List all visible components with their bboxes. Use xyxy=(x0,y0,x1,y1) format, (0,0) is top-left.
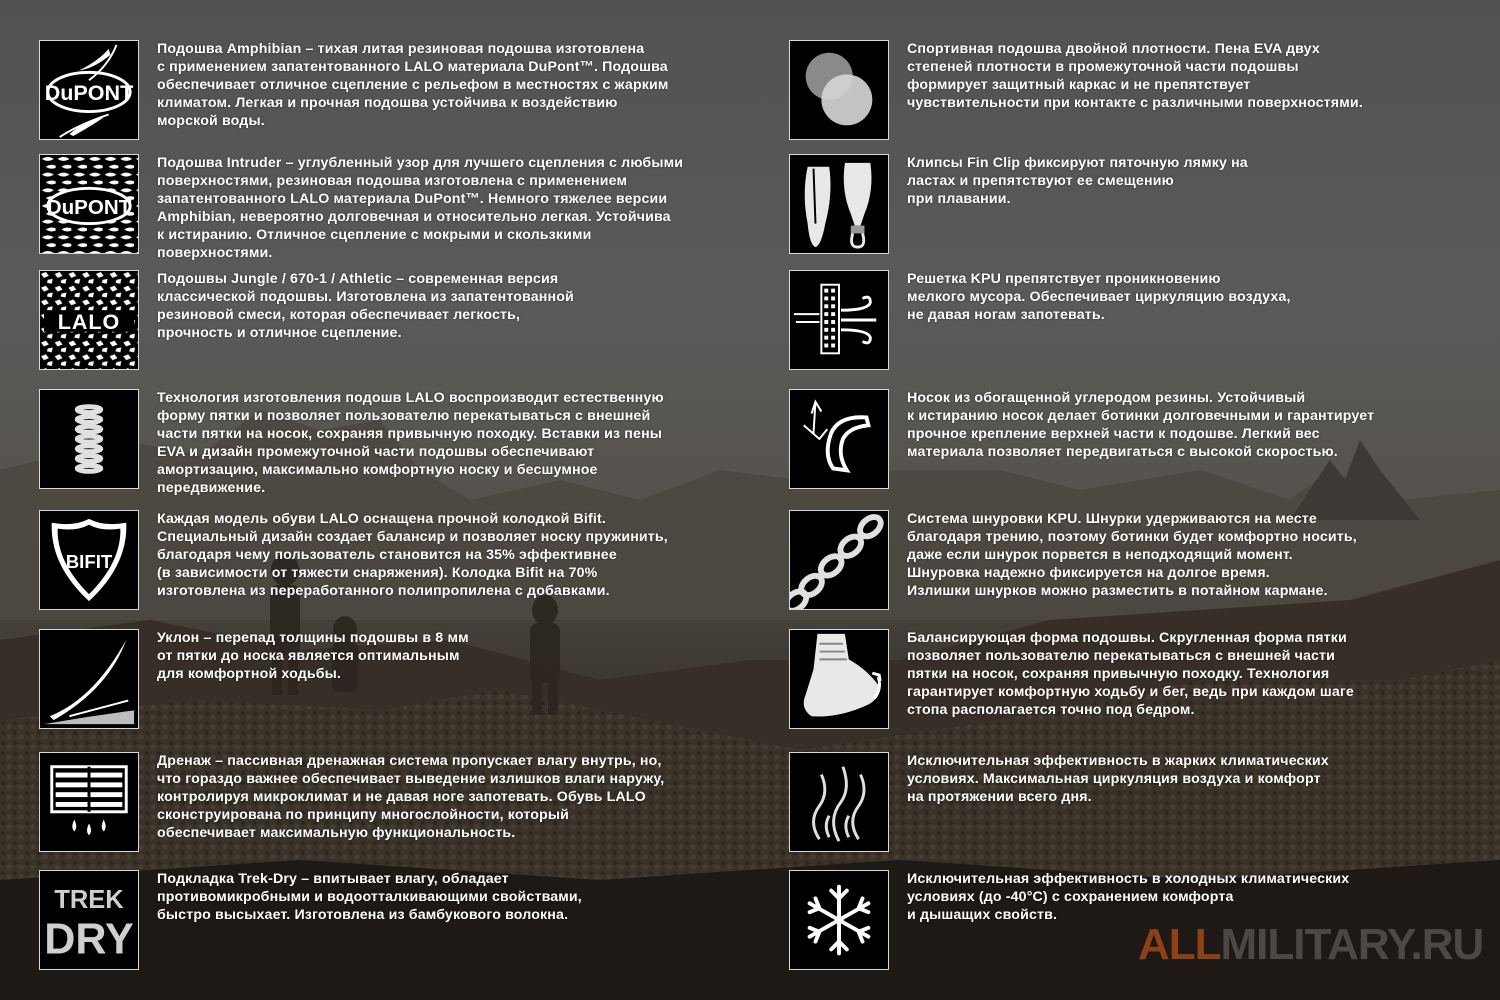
feature-bifit-last xyxy=(39,510,759,620)
dual-density-circles-icon xyxy=(789,40,889,140)
svg-text:DuPONT: DuPONT xyxy=(44,79,134,105)
bifit-shield-icon xyxy=(39,510,139,610)
feature-text: Подошва Amphibian – тихая литая резиновая подошва изготовлена с применением запатентованного LALO материала DuPont™. Подошва обеспечивает отличное сцепление с рельефом в местностях с жарким климатом. Легкая и прочная подошва устойчива к воздействию морской воды. xyxy=(157,41,669,129)
feature-dual-density xyxy=(789,40,1500,150)
feature-text: Исключительная эффективность в холодных климатических условиях (до -40°С) с сохранением комфорта и дышащих свойств. xyxy=(907,871,1350,923)
feature-intruder-sole xyxy=(39,154,759,264)
feature-text: Клипсы Fin Clip фиксируют пяточную лямку на ластах и препятствуют ее смещению при плавании. xyxy=(907,155,1248,207)
lalo-pattern-logo-icon xyxy=(39,270,139,370)
feature-text: Подошвы Jungle / 670-1 / Athletic – современная версия классической подошвы. Изготовлена из запатентованной резиновой смеси, которая обеспечивает легкость, прочность и отличное сцепление. xyxy=(157,271,574,341)
feature-text: Носок из обогащенной углеродом резины. Устойчивый к истиранию носок делает ботинки долговечными и гарантирует прочное крепление верхней части к подошве. Легкий вес материала позволяет передвигаться с высокой скоростью. xyxy=(907,390,1375,460)
fin-clip-icon xyxy=(789,154,889,254)
kpu-mesh-airflow-icon xyxy=(789,270,889,370)
feature-kpu-mesh xyxy=(789,270,1500,380)
feature-heel-technology xyxy=(39,389,759,499)
feature-jungle-sole xyxy=(39,270,759,380)
feature-text: Решетка KPU препятствует проникновению мелкого мусора. Обеспечивает циркуляцию воздуха, не давая ногам запотевать. xyxy=(907,271,1291,323)
spring-icon xyxy=(39,389,139,489)
rolling-boot-icon xyxy=(789,629,889,729)
svg-text:DuPONT: DuPONT xyxy=(46,195,132,219)
dupont-feather-logo-icon xyxy=(39,40,139,140)
feature-drainage xyxy=(39,752,759,862)
feature-text: Система шнуровки KPU. Шнурки удерживаются на месте благодаря трению, поэтому ботинки будет комфортно носить, даже если шнурок порвется в неподходящий момент. Шнуровка надежно фиксируется на долгое время. Излишки шнурков можно разместить в потайном кармане. xyxy=(907,511,1357,599)
feature-text: Исключительная эффективность в жарких климатических условиях. Максимальная циркуляция воздуха и комфорт на протяжении всего дня. xyxy=(907,753,1329,805)
feature-trek-dry xyxy=(39,870,759,980)
carbon-rubber-toe-icon xyxy=(789,389,889,489)
watermark-part-2: MILITARY.RU xyxy=(1220,920,1484,969)
feature-text: Балансирующая форма подошвы. Скругленная форма пятки позволяет пользователю перекатываться с внешней части пятки на носок, сохраняя привычную походку. Технология гарантирует комфортную ходьбу и бег, ведь при каждом шаге стопа располагается точно под бедром. xyxy=(907,630,1354,718)
feature-text: Технология изготовления подошв LALO воспроизводит естественную форму пятки и позволяет пользователю перекатываться с внешней части пятки на носок, сохраняя привычную походку. Вставки из пены EVA и дизайн промежуточной части подошвы обеспечивают амортизацию, максимально комфортную носку и бесшумное передвижение. xyxy=(157,390,664,496)
sole-slope-icon xyxy=(39,629,139,729)
trek-dry-logo-icon xyxy=(39,870,139,970)
drainage-vent-icon xyxy=(39,752,139,852)
feature-hot-climate xyxy=(789,752,1500,862)
snowflake-icon xyxy=(789,870,889,970)
watermark-part-1: ALL xyxy=(1138,920,1221,969)
feature-text: Спортивная подошва двойной плотности. Пена EVA двух степеней плотности в промежуточной части подошвы формирует защитный каркас и не препятствует чувствительности при контакте с различными поверхностями. xyxy=(907,41,1363,111)
feature-text: Дренаж – пассивная дренажная система пропускает влагу внутрь, но, что гораздо важнее обеспечивает выведение излишков влаги наружу, контролируя микроклимат и не давая ноге запотевать. Обувь LALO сконструирована по принципу многослойности, который обеспечивает максимальную функциональность. xyxy=(157,753,665,841)
svg-text:LALO: LALO xyxy=(57,308,121,334)
watermark-logo xyxy=(1138,920,1483,970)
feature-fin-clip xyxy=(789,154,1500,264)
feature-amphibian-sole xyxy=(39,40,759,150)
svg-text:DRY: DRY xyxy=(44,915,134,964)
chain-lacing-icon xyxy=(789,510,889,610)
feature-text: Подкладка Trek-Dry – впитывает влагу, обладает противомикробными и водоотталкивающими свойствами, быстро высыхает. Изготовлена из бамбукового волокна. xyxy=(157,871,582,923)
dupont-pattern-logo-icon xyxy=(39,154,139,254)
feature-text: Каждая модель обуви LALO оснащена прочной колодкой Bifit. Специальный дизайн создает балансир и позволяет носку пружинить, благодаря чему пользователь становится на 35% эффективнее (в зависимости от тяжести снаряжения). Колодка Bifit на 70% изготовлена из переработанного полипропилена с добавками. xyxy=(157,511,668,599)
feature-carbon-toe xyxy=(789,389,1500,499)
feature-text: Уклон – перепад толщины подошвы в 8 мм от пятки до носка является оптимальным для комфортной ходьбы. xyxy=(157,630,469,682)
svg-text:BIFIT: BIFIT xyxy=(65,550,113,572)
feature-heel-drop xyxy=(39,629,759,739)
feature-balancing-sole xyxy=(789,629,1500,739)
feature-kpu-lacing xyxy=(789,510,1500,620)
svg-text:TREK: TREK xyxy=(54,886,124,915)
feature-text: Подошва Intruder – углубленный узор для лучшего сцепления с любыми поверхностями, резиновая подошва изготовлена с применением запатентованного LALO материала DuPont™. Немного тяжелее версии Amphibian, невероятно долговечная и относительно легкая. Устойчива к истиранию. Отличное сцепление с мокрыми и скользкими поверхностями. xyxy=(157,155,684,261)
heat-waves-icon xyxy=(789,752,889,852)
